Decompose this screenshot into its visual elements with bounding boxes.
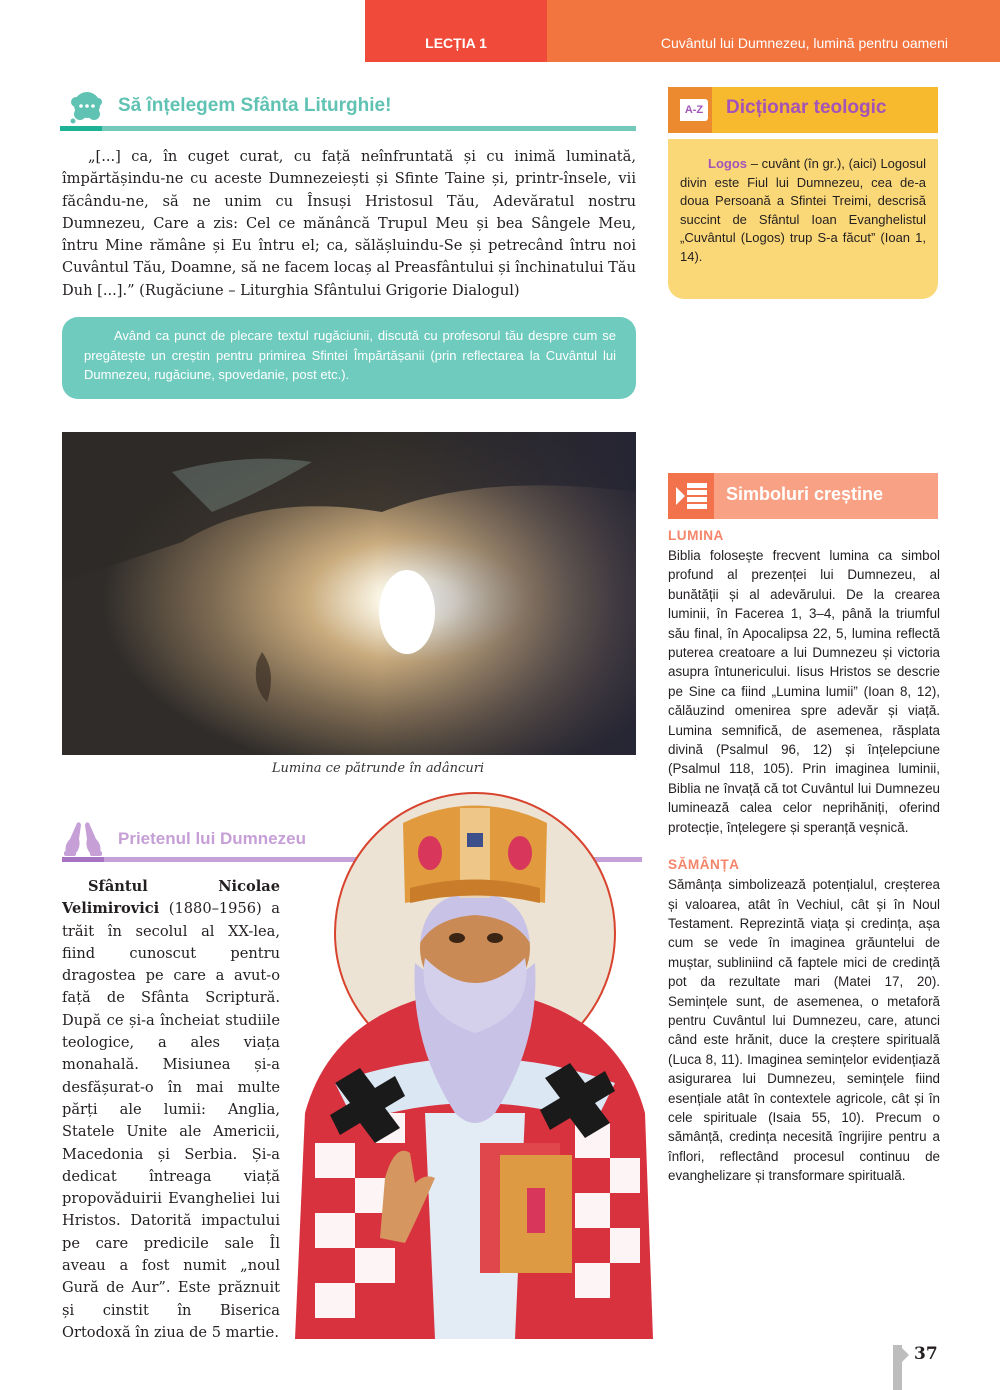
liturgy-section-title: Să înțelegem Sfânta Liturghie! — [118, 95, 392, 116]
page-marker-bar — [893, 1345, 902, 1390]
lesson-title: Cuvântul lui Dumnezeu, lumină pentru oameni — [547, 0, 1000, 62]
section-divider-accent — [62, 857, 104, 862]
lesson-header — [365, 0, 1000, 62]
a-z-dictionary-icon: A-Z — [676, 99, 708, 121]
symbols-title: Simboluri creștine — [726, 484, 884, 504]
liturgy-section-heading — [60, 88, 636, 134]
symbol-text-lumina: Biblia folosește frecvent lumina ca simbol profund al prezenței lui Dumnezeu, al bunătății și al adevărului. De la crearea luminii, în Facerea 1, 3–4, până la triumful său final, în Apocalipsa 22, 5, lumina reflectă puterea creatoare a lui Dumnezeu și victoria asupra întunericului. Iisus Hristos se descrie pe Sine ca fiind „Lumina lumii” (Ioan 8, 12), călăuzind omenirea spre adevăr și viață. Lumina semnifică, de asemenea, răsplata divină (Psalmul 96, 12) și înțelepciune (Psalmul 118, 105). Prin imaginea luminii, Biblia ne învață că tot Cuvântul lui Dumnezeu luminează calea celor neprihăniți, oferind protecție, înțelegere și speranță veșnică. — [668, 548, 940, 835]
friend-section-title: Prietenul lui Dumnezeu — [118, 829, 306, 848]
section-divider — [60, 126, 636, 131]
section-divider-accent — [60, 126, 102, 131]
symbol-heading-lumina: LUMINA — [668, 528, 724, 543]
symbol-text-samanta: Sămânța simbolizează potențialul, creșterea și valoarea, atât în Vechiul, cât și în Noul Testament. Reprezintă viața și credința, așa cum se vede în imaginea grăuntelui de muștar, subliniind că faptele mici de credință pot da rezultate mari (Matei 17, 20). Semințele sunt, de asemenea, o metaforă pentru Cuvântul lui Dumnezeu, care, atunci când este hrănit, duce la creștere spirituală (Luca 8, 11). Imaginea semințelor evidențiază asigurarea lui Dumnezeu, semințele fiind esențiale atât în contextele agricole, cât și în cele spirituale (Isaia 55, 10). Precum o sămânță, credința necesită îngrijire pentru a înflori, reflectând procesul continuu de evanghelizare și transformare spirituală. — [668, 877, 940, 1184]
dictionary-title: Dicționar teologic — [726, 97, 887, 118]
saint-icon-image — [275, 783, 658, 1339]
praying-hands-icon — [62, 819, 104, 857]
dictionary-box — [668, 87, 938, 299]
page-marker-arrow-icon — [902, 1348, 909, 1362]
list-play-icon — [676, 483, 708, 509]
discussion-task-box: Având ca punct de plecare textul rugăciunii, discută cu profesorul tău despre cum se pregătește un creștin pentru primirea Sfintei Împărtășanii (prin reflectarea la Cuvântul lui Dumnezeu, rugăciune, spovedanie, post etc.). — [62, 317, 636, 399]
saint-biography — [62, 876, 280, 1344]
liturgy-quote: „[...] ca, în cuget curat, cu față neînfruntată și cu inimă luminată, împărtășindu-ne cu aceste Dumnezeiești și Sfinte Taine și, printr-însele, vii făcându-ne, să ne unim cu Însuși Hristosul Tău, Adevăratul nostru Dumnezeu, Care a zis: Cel ce mănâncă Trupul Meu și bea Sângele Meu, întru Mine rămâne și Eu întru el; ca, sălășluindu-Se și petrecând întru noi Cuvântul Tău, Doamne, să ne facem locaș al Preasfântului și închinatului Tău Duh [...].” (Rugăciune – Liturghia Sfântului Grigorie Dialogul) — [62, 148, 636, 299]
dictionary-term: Logos — [708, 156, 747, 171]
symbol-heading-samanta: SĂMÂNȚA — [668, 857, 740, 873]
cave-light-image — [62, 432, 636, 755]
cave-photo — [62, 432, 636, 755]
lesson-label: LECȚIA 1 — [365, 0, 547, 62]
dictionary-entry — [668, 139, 938, 299]
saint-name: Sfântul Nicolae Velimirovici — [62, 878, 280, 918]
speech-bubble-icon — [68, 90, 102, 124]
symbols-heading — [668, 473, 938, 519]
dictionary-heading — [668, 87, 938, 133]
saint-bio-text: (1880–1956) a trăit în secolul al XX-lea, fiind cunoscut pentru dragostea pe care a avut-o față de Sfânta Scriptură. După ce și-a încheiat studiile teologice, a ales viața monahală. Misiunea și-a desfășurat-o în mai multe părți ale lumii: Anglia, Statele Unite ale Americii, Macedonia și Serbia. Și-a dedicat întreaga viață propovăduirii Evangheliei lui Hristos. Datorită impactului pe care predicile sale Îl aveau a fost numit „noul Gură de Aur”. Este prăznuit și cinstit în Biserica Ortodoxă în ziua de 5 martie. — [62, 900, 280, 1341]
symbols-content — [668, 526, 940, 1204]
page-number: 37 — [914, 1344, 938, 1364]
dictionary-definition: – cuvânt (în gr.), (aici) Logosul divin este Fiul lui Dumnezeu, cea de-a doua Persoană a Sfintei Treimi, descrisă succint de Sfântul Ioan Evanghelistul „Cuvântul (Logos) trup S-a făcut” (Ioan 1, 14). — [680, 156, 926, 264]
cave-photo-caption: Lumina ce pătrunde în adâncuri — [271, 761, 485, 776]
